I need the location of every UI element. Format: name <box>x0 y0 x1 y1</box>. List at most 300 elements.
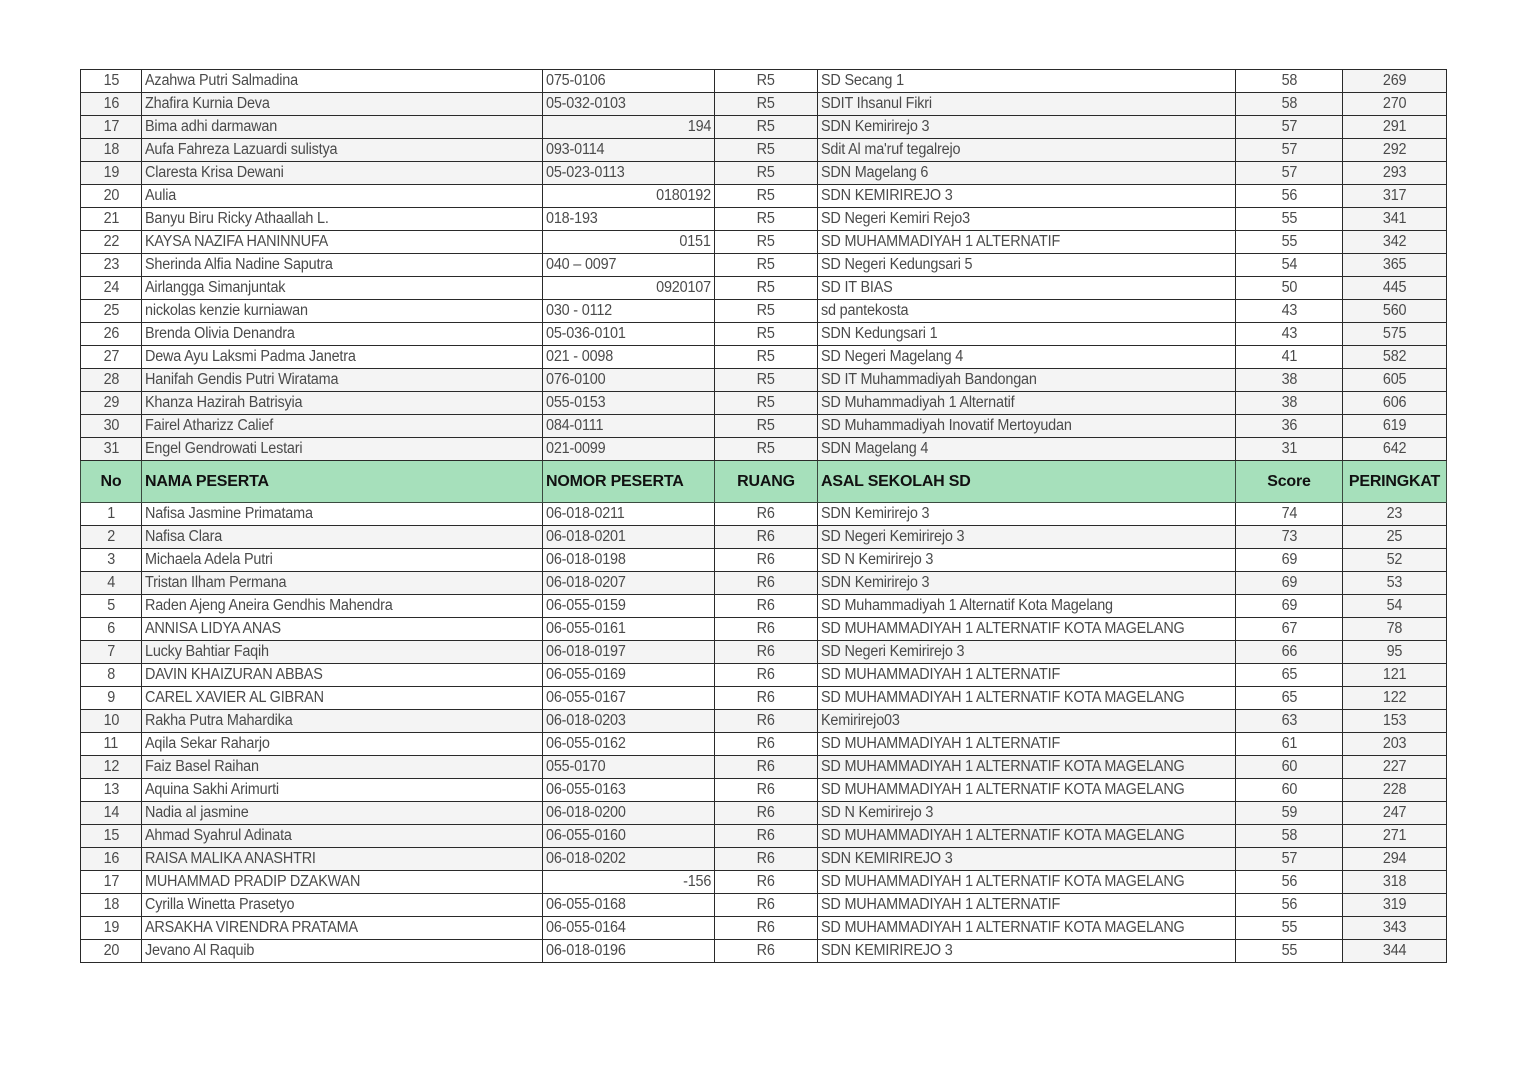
cell-no <box>81 802 142 825</box>
cell-asal-sekolah <box>818 526 1236 549</box>
cell-score-text: 57 <box>1281 141 1297 158</box>
cell-asal-sekolah <box>818 323 1236 346</box>
cell-nomor-peserta <box>543 231 715 254</box>
cell-peringkat <box>1343 438 1447 461</box>
table-row <box>81 871 1447 894</box>
cell-no-text: 3 <box>107 551 115 568</box>
cell-asal-sekolah-text: SD MUHAMMADIYAH 1 ALTERNATIF KOTA MAGELANG <box>821 781 1185 798</box>
cell-ruang <box>715 595 818 618</box>
cell-nomor-peserta <box>543 93 715 116</box>
cell-no-text: 2 <box>107 528 115 545</box>
cell-nama-peserta-text: Tristan Ilham Permana <box>145 574 287 591</box>
cell-no-text: 11 <box>103 735 119 752</box>
cell-asal-sekolah <box>818 687 1236 710</box>
cell-ruang <box>715 139 818 162</box>
cell-no <box>81 277 142 300</box>
cell-ruang <box>715 710 818 733</box>
cell-asal-sekolah-text: SD Negeri Kemirirejo 3 <box>821 643 965 660</box>
cell-peringkat-text: 269 <box>1382 72 1407 89</box>
cell-score <box>1236 70 1343 93</box>
cell-asal-sekolah-text: SD MUHAMMADIYAH 1 ALTERNATIF KOTA MAGELANG <box>821 758 1185 775</box>
cell-nama-peserta <box>142 733 543 756</box>
cell-no <box>81 779 142 802</box>
table-row <box>81 369 1447 392</box>
table-row <box>81 825 1447 848</box>
cell-nomor-peserta <box>543 825 715 848</box>
cell-nomor-peserta <box>543 549 715 572</box>
cell-asal-sekolah-text: SDN Kemirirejo 3 <box>821 574 930 591</box>
cell-asal-sekolah <box>818 618 1236 641</box>
cell-asal-sekolah <box>818 231 1236 254</box>
cell-peringkat <box>1343 871 1447 894</box>
cell-nomor-peserta-text: 06-055-0162 <box>546 735 626 752</box>
cell-nomor-peserta <box>543 277 715 300</box>
cell-nama-peserta-text: Fairel Atharizz Calief <box>145 417 274 434</box>
cell-ruang-text: R6 <box>756 942 776 959</box>
cell-asal-sekolah <box>818 116 1236 139</box>
cell-nama-peserta <box>142 208 543 231</box>
cell-no-text: 18 <box>103 141 119 158</box>
table-row <box>81 116 1447 139</box>
cell-no <box>81 595 142 618</box>
cell-nama-peserta <box>142 641 543 664</box>
cell-score <box>1236 848 1343 871</box>
cell-nomor-peserta-text: 06-055-0160 <box>546 827 626 844</box>
cell-peringkat <box>1343 756 1447 779</box>
cell-ruang <box>715 802 818 825</box>
cell-nomor-peserta <box>543 438 715 461</box>
cell-peringkat-text: 343 <box>1382 919 1407 936</box>
cell-nomor-peserta-text: 021-0099 <box>546 440 606 457</box>
cell-nomor-peserta-text: 018-193 <box>546 210 598 227</box>
cell-peringkat <box>1343 346 1447 369</box>
cell-nama-peserta <box>142 710 543 733</box>
table-row <box>81 526 1447 549</box>
cell-ruang-text: R5 <box>756 348 776 365</box>
cell-nama-peserta-text: Brenda Olivia Denandra <box>145 325 295 342</box>
cell-nomor-peserta-text: 06-055-0164 <box>546 919 626 936</box>
cell-asal-sekolah-text: SD Negeri Kemirirejo 3 <box>821 528 965 545</box>
cell-score <box>1236 369 1343 392</box>
cell-no <box>81 162 142 185</box>
table-row <box>81 208 1447 231</box>
cell-no <box>81 871 142 894</box>
cell-ruang-text: R6 <box>756 919 776 936</box>
cell-asal-sekolah-text: SD IT BIAS <box>821 279 893 296</box>
cell-peringkat-text: 203 <box>1382 735 1407 752</box>
header-nama: NAMA PESERTA <box>142 461 543 503</box>
cell-peringkat-text: 52 <box>1386 551 1403 568</box>
cell-nomor-peserta-text: 021 - 0098 <box>546 348 614 365</box>
cell-peringkat <box>1343 940 1447 963</box>
cell-no <box>81 208 142 231</box>
cell-nomor-peserta-text: 075-0106 <box>546 72 606 89</box>
cell-score-text: 55 <box>1281 210 1297 227</box>
cell-asal-sekolah <box>818 185 1236 208</box>
cell-ruang <box>715 779 818 802</box>
cell-nama-peserta-text: Aulia <box>145 187 177 204</box>
cell-score-text: 61 <box>1281 735 1297 752</box>
cell-nomor-peserta <box>543 503 715 526</box>
table-row <box>81 185 1447 208</box>
cell-no-text: 24 <box>103 279 119 296</box>
cell-peringkat <box>1343 503 1447 526</box>
cell-asal-sekolah-text: SD Negeri Magelang 4 <box>821 348 964 365</box>
cell-nama-peserta-text: Michaela Adela Putri <box>145 551 273 568</box>
cell-asal-sekolah-text: SDN KEMIRIREJO 3 <box>821 942 953 959</box>
cell-score <box>1236 894 1343 917</box>
cell-ruang <box>715 277 818 300</box>
table-row <box>81 231 1447 254</box>
cell-no <box>81 618 142 641</box>
cell-asal-sekolah-text: SDN Kemirirejo 3 <box>821 505 930 522</box>
cell-nomor-peserta <box>543 208 715 231</box>
cell-score-text: 55 <box>1281 942 1297 959</box>
cell-ruang-text: R5 <box>756 440 776 457</box>
cell-score-text: 57 <box>1281 118 1297 135</box>
table-row <box>81 503 1447 526</box>
cell-no-text: 7 <box>107 643 115 660</box>
cell-score <box>1236 664 1343 687</box>
cell-no-text: 16 <box>103 95 119 112</box>
cell-score-text: 43 <box>1281 325 1297 342</box>
cell-score-text: 58 <box>1281 72 1297 89</box>
cell-peringkat <box>1343 300 1447 323</box>
cell-ruang <box>715 618 818 641</box>
cell-score <box>1236 687 1343 710</box>
cell-nama-peserta <box>142 116 543 139</box>
cell-no <box>81 710 142 733</box>
cell-ruang <box>715 664 818 687</box>
table-row <box>81 162 1447 185</box>
cell-asal-sekolah <box>818 595 1236 618</box>
cell-nama-peserta-text: Ahmad Syahrul Adinata <box>145 827 292 844</box>
cell-nama-peserta <box>142 346 543 369</box>
cell-asal-sekolah-text: Kemirirejo03 <box>821 712 900 729</box>
cell-asal-sekolah <box>818 894 1236 917</box>
cell-no <box>81 641 142 664</box>
table-row <box>81 392 1447 415</box>
cell-score <box>1236 139 1343 162</box>
cell-peringkat <box>1343 323 1447 346</box>
cell-no-text: 10 <box>103 712 119 729</box>
cell-nomor-peserta-text: 06-055-0169 <box>546 666 626 683</box>
table-row <box>81 572 1447 595</box>
cell-peringkat <box>1343 917 1447 940</box>
cell-peringkat-text: 317 <box>1382 187 1407 204</box>
cell-ruang-text: R6 <box>756 689 776 706</box>
cell-peringkat-text: 619 <box>1382 417 1407 434</box>
cell-peringkat <box>1343 641 1447 664</box>
cell-peringkat <box>1343 572 1447 595</box>
cell-nama-peserta-text: Cyrilla Winetta Prasetyo <box>145 896 295 913</box>
cell-ruang-text: R5 <box>756 95 776 112</box>
table-row <box>81 664 1447 687</box>
cell-no-text: 15 <box>103 827 119 844</box>
cell-score-text: 69 <box>1281 597 1297 614</box>
cell-nama-peserta-text: Khanza Hazirah Batrisyia <box>145 394 303 411</box>
cell-nama-peserta-text: ANNISA LIDYA ANAS <box>145 620 281 637</box>
cell-score <box>1236 438 1343 461</box>
cell-no-text: 29 <box>103 394 119 411</box>
table-row <box>81 254 1447 277</box>
cell-no <box>81 848 142 871</box>
cell-score <box>1236 277 1343 300</box>
cell-nomor-peserta-text: 0920107 <box>656 279 711 296</box>
cell-nama-peserta <box>142 369 543 392</box>
cell-asal-sekolah <box>818 503 1236 526</box>
cell-nomor-peserta-text: 05-032-0103 <box>546 95 626 112</box>
table-row <box>81 710 1447 733</box>
cell-ruang-text: R6 <box>756 735 776 752</box>
cell-asal-sekolah <box>818 641 1236 664</box>
cell-asal-sekolah <box>818 346 1236 369</box>
cell-no-text: 26 <box>103 325 119 342</box>
cell-peringkat-text: 582 <box>1382 348 1407 365</box>
cell-peringkat <box>1343 894 1447 917</box>
cell-nama-peserta-text: Sherinda Alfia Nadine Saputra <box>145 256 333 273</box>
cell-ruang-text: R6 <box>756 781 776 798</box>
cell-score <box>1236 733 1343 756</box>
cell-score-text: 43 <box>1281 302 1297 319</box>
cell-nama-peserta <box>142 825 543 848</box>
cell-nama-peserta <box>142 93 543 116</box>
cell-no <box>81 323 142 346</box>
cell-score-text: 69 <box>1281 574 1297 591</box>
table-row <box>81 549 1447 572</box>
cell-nama-peserta-text: Jevano Al Raquib <box>145 942 255 959</box>
cell-score <box>1236 323 1343 346</box>
cell-peringkat <box>1343 618 1447 641</box>
cell-ruang <box>715 70 818 93</box>
cell-ruang <box>715 369 818 392</box>
cell-no-text: 9 <box>107 689 115 706</box>
cell-asal-sekolah <box>818 300 1236 323</box>
cell-no-text: 1 <box>107 505 115 522</box>
header-row <box>81 461 1447 503</box>
cell-asal-sekolah-text: SDN Magelang 4 <box>821 440 929 457</box>
cell-no <box>81 503 142 526</box>
cell-score <box>1236 779 1343 802</box>
cell-nomor-peserta <box>543 802 715 825</box>
cell-score-text: 58 <box>1281 827 1297 844</box>
cell-ruang-text: R6 <box>756 758 776 775</box>
cell-nomor-peserta <box>543 70 715 93</box>
cell-nama-peserta <box>142 438 543 461</box>
cell-nomor-peserta <box>543 710 715 733</box>
cell-score <box>1236 503 1343 526</box>
cell-score-text: 60 <box>1281 758 1297 775</box>
cell-ruang <box>715 825 818 848</box>
cell-nomor-peserta <box>543 894 715 917</box>
cell-nomor-peserta <box>543 687 715 710</box>
cell-ruang-text: R5 <box>756 371 776 388</box>
cell-nama-peserta-text: Bima adhi darmawan <box>145 118 278 135</box>
cell-nama-peserta-text: Dewa Ayu Laksmi Padma Janetra <box>145 348 356 365</box>
cell-asal-sekolah <box>818 93 1236 116</box>
cell-score-text: 31 <box>1281 440 1297 457</box>
cell-ruang-text: R5 <box>756 187 776 204</box>
cell-score-text: 65 <box>1281 666 1297 683</box>
cell-ruang-text: R5 <box>756 164 776 181</box>
cell-no-text: 18 <box>103 896 119 913</box>
cell-nomor-peserta <box>543 323 715 346</box>
cell-no-text: 21 <box>103 210 119 227</box>
cell-peringkat-text: 319 <box>1382 896 1407 913</box>
cell-asal-sekolah-text: SD MUHAMMADIYAH 1 ALTERNATIF KOTA MAGELANG <box>821 689 1185 706</box>
cell-asal-sekolah <box>818 779 1236 802</box>
cell-ruang <box>715 526 818 549</box>
cell-no-text: 17 <box>103 873 119 890</box>
cell-no-text: 25 <box>103 302 119 319</box>
cell-nomor-peserta-text: 076-0100 <box>546 371 606 388</box>
cell-ruang-text: R5 <box>756 141 776 158</box>
cell-nomor-peserta <box>543 779 715 802</box>
cell-peringkat <box>1343 710 1447 733</box>
cell-peringkat-text: 54 <box>1386 597 1403 614</box>
cell-asal-sekolah-text: SD MUHAMMADIYAH 1 ALTERNATIF <box>821 666 1061 683</box>
cell-ruang <box>715 733 818 756</box>
cell-peringkat <box>1343 208 1447 231</box>
cell-peringkat <box>1343 369 1447 392</box>
cell-peringkat-text: 121 <box>1382 666 1407 683</box>
cell-score-text: 57 <box>1281 164 1297 181</box>
cell-nomor-peserta <box>543 595 715 618</box>
cell-no-text: 12 <box>103 758 119 775</box>
cell-no-text: 20 <box>103 942 119 959</box>
cell-no <box>81 369 142 392</box>
cell-nama-peserta <box>142 231 543 254</box>
cell-no <box>81 231 142 254</box>
cell-ruang <box>715 894 818 917</box>
cell-ruang-text: R5 <box>756 210 776 227</box>
cell-no <box>81 917 142 940</box>
cell-peringkat <box>1343 277 1447 300</box>
cell-score <box>1236 116 1343 139</box>
cell-nomor-peserta <box>543 300 715 323</box>
cell-peringkat-text: 575 <box>1382 325 1407 342</box>
cell-nama-peserta-text: Engel Gendrowati Lestari <box>145 440 303 457</box>
cell-asal-sekolah <box>818 254 1236 277</box>
cell-ruang <box>715 185 818 208</box>
cell-nama-peserta-text: MUHAMMAD PRADIP DZAKWAN <box>145 873 361 890</box>
cell-nomor-peserta-text: 06-018-0203 <box>546 712 626 729</box>
cell-nama-peserta <box>142 687 543 710</box>
cell-nama-peserta-text: Zhafira Kurnia Deva <box>145 95 270 112</box>
cell-ruang <box>715 871 818 894</box>
cell-nama-peserta <box>142 940 543 963</box>
cell-score <box>1236 871 1343 894</box>
cell-ruang-text: R6 <box>756 896 776 913</box>
cell-nomor-peserta-text: 0180192 <box>656 187 711 204</box>
cell-no <box>81 392 142 415</box>
cell-score-text: 54 <box>1281 256 1297 273</box>
cell-nama-peserta-text: Nafisa Jasmine Primatama <box>145 505 313 522</box>
cell-score <box>1236 917 1343 940</box>
table-row <box>81 687 1447 710</box>
cell-score-text: 38 <box>1281 394 1297 411</box>
cell-peringkat-text: 291 <box>1382 118 1407 135</box>
header-asal: ASAL SEKOLAH SD <box>818 461 1236 503</box>
cell-no-text: 17 <box>103 118 119 135</box>
cell-nama-peserta <box>142 595 543 618</box>
cell-no <box>81 346 142 369</box>
cell-score <box>1236 618 1343 641</box>
cell-no <box>81 93 142 116</box>
cell-asal-sekolah <box>818 208 1236 231</box>
cell-asal-sekolah <box>818 139 1236 162</box>
cell-score-text: 41 <box>1281 348 1297 365</box>
cell-nomor-peserta <box>543 116 715 139</box>
cell-ruang <box>715 940 818 963</box>
cell-asal-sekolah <box>818 756 1236 779</box>
cell-peringkat <box>1343 549 1447 572</box>
cell-score-text: 55 <box>1281 919 1297 936</box>
cell-nama-peserta-text: Nafisa Clara <box>145 528 223 545</box>
cell-score <box>1236 93 1343 116</box>
header-ruang: RUANG <box>715 461 818 503</box>
cell-asal-sekolah-text: SD N Kemirirejo 3 <box>821 804 934 821</box>
cell-no-text: 14 <box>103 804 119 821</box>
cell-peringkat-text: 153 <box>1382 712 1407 729</box>
table-row <box>81 848 1447 871</box>
cell-nama-peserta-text: Rakha Putra Mahardika <box>145 712 293 729</box>
cell-nomor-peserta <box>543 415 715 438</box>
cell-nomor-peserta <box>543 369 715 392</box>
cell-no <box>81 940 142 963</box>
cell-score-text: 63 <box>1281 712 1297 729</box>
cell-score <box>1236 549 1343 572</box>
table-row <box>81 618 1447 641</box>
cell-no <box>81 894 142 917</box>
cell-score-text: 56 <box>1281 187 1297 204</box>
cell-ruang-text: R6 <box>756 804 776 821</box>
cell-ruang <box>715 438 818 461</box>
cell-peringkat <box>1343 139 1447 162</box>
cell-peringkat <box>1343 848 1447 871</box>
cell-nomor-peserta <box>543 871 715 894</box>
cell-nomor-peserta-text: 194 <box>687 118 711 135</box>
cell-asal-sekolah <box>818 664 1236 687</box>
cell-score-text: 69 <box>1281 551 1297 568</box>
table-row <box>81 415 1447 438</box>
table-row <box>81 323 1447 346</box>
cell-ruang <box>715 572 818 595</box>
cell-ruang <box>715 323 818 346</box>
cell-nomor-peserta <box>543 392 715 415</box>
cell-nomor-peserta <box>543 346 715 369</box>
cell-score <box>1236 254 1343 277</box>
cell-peringkat <box>1343 70 1447 93</box>
cell-nomor-peserta-text: 084-0111 <box>546 417 604 434</box>
cell-score <box>1236 595 1343 618</box>
cell-no-text: 22 <box>103 233 119 250</box>
cell-asal-sekolah <box>818 70 1236 93</box>
cell-ruang <box>715 231 818 254</box>
cell-nama-peserta <box>142 185 543 208</box>
cell-ruang <box>715 162 818 185</box>
cell-ruang <box>715 756 818 779</box>
cell-asal-sekolah <box>818 940 1236 963</box>
cell-ruang-text: R5 <box>756 233 776 250</box>
cell-peringkat-text: 227 <box>1382 758 1407 775</box>
cell-score <box>1236 231 1343 254</box>
cell-peringkat <box>1343 231 1447 254</box>
cell-score-text: 38 <box>1281 371 1297 388</box>
cell-nama-peserta <box>142 526 543 549</box>
cell-ruang-text: R6 <box>756 551 776 568</box>
cell-asal-sekolah <box>818 438 1236 461</box>
